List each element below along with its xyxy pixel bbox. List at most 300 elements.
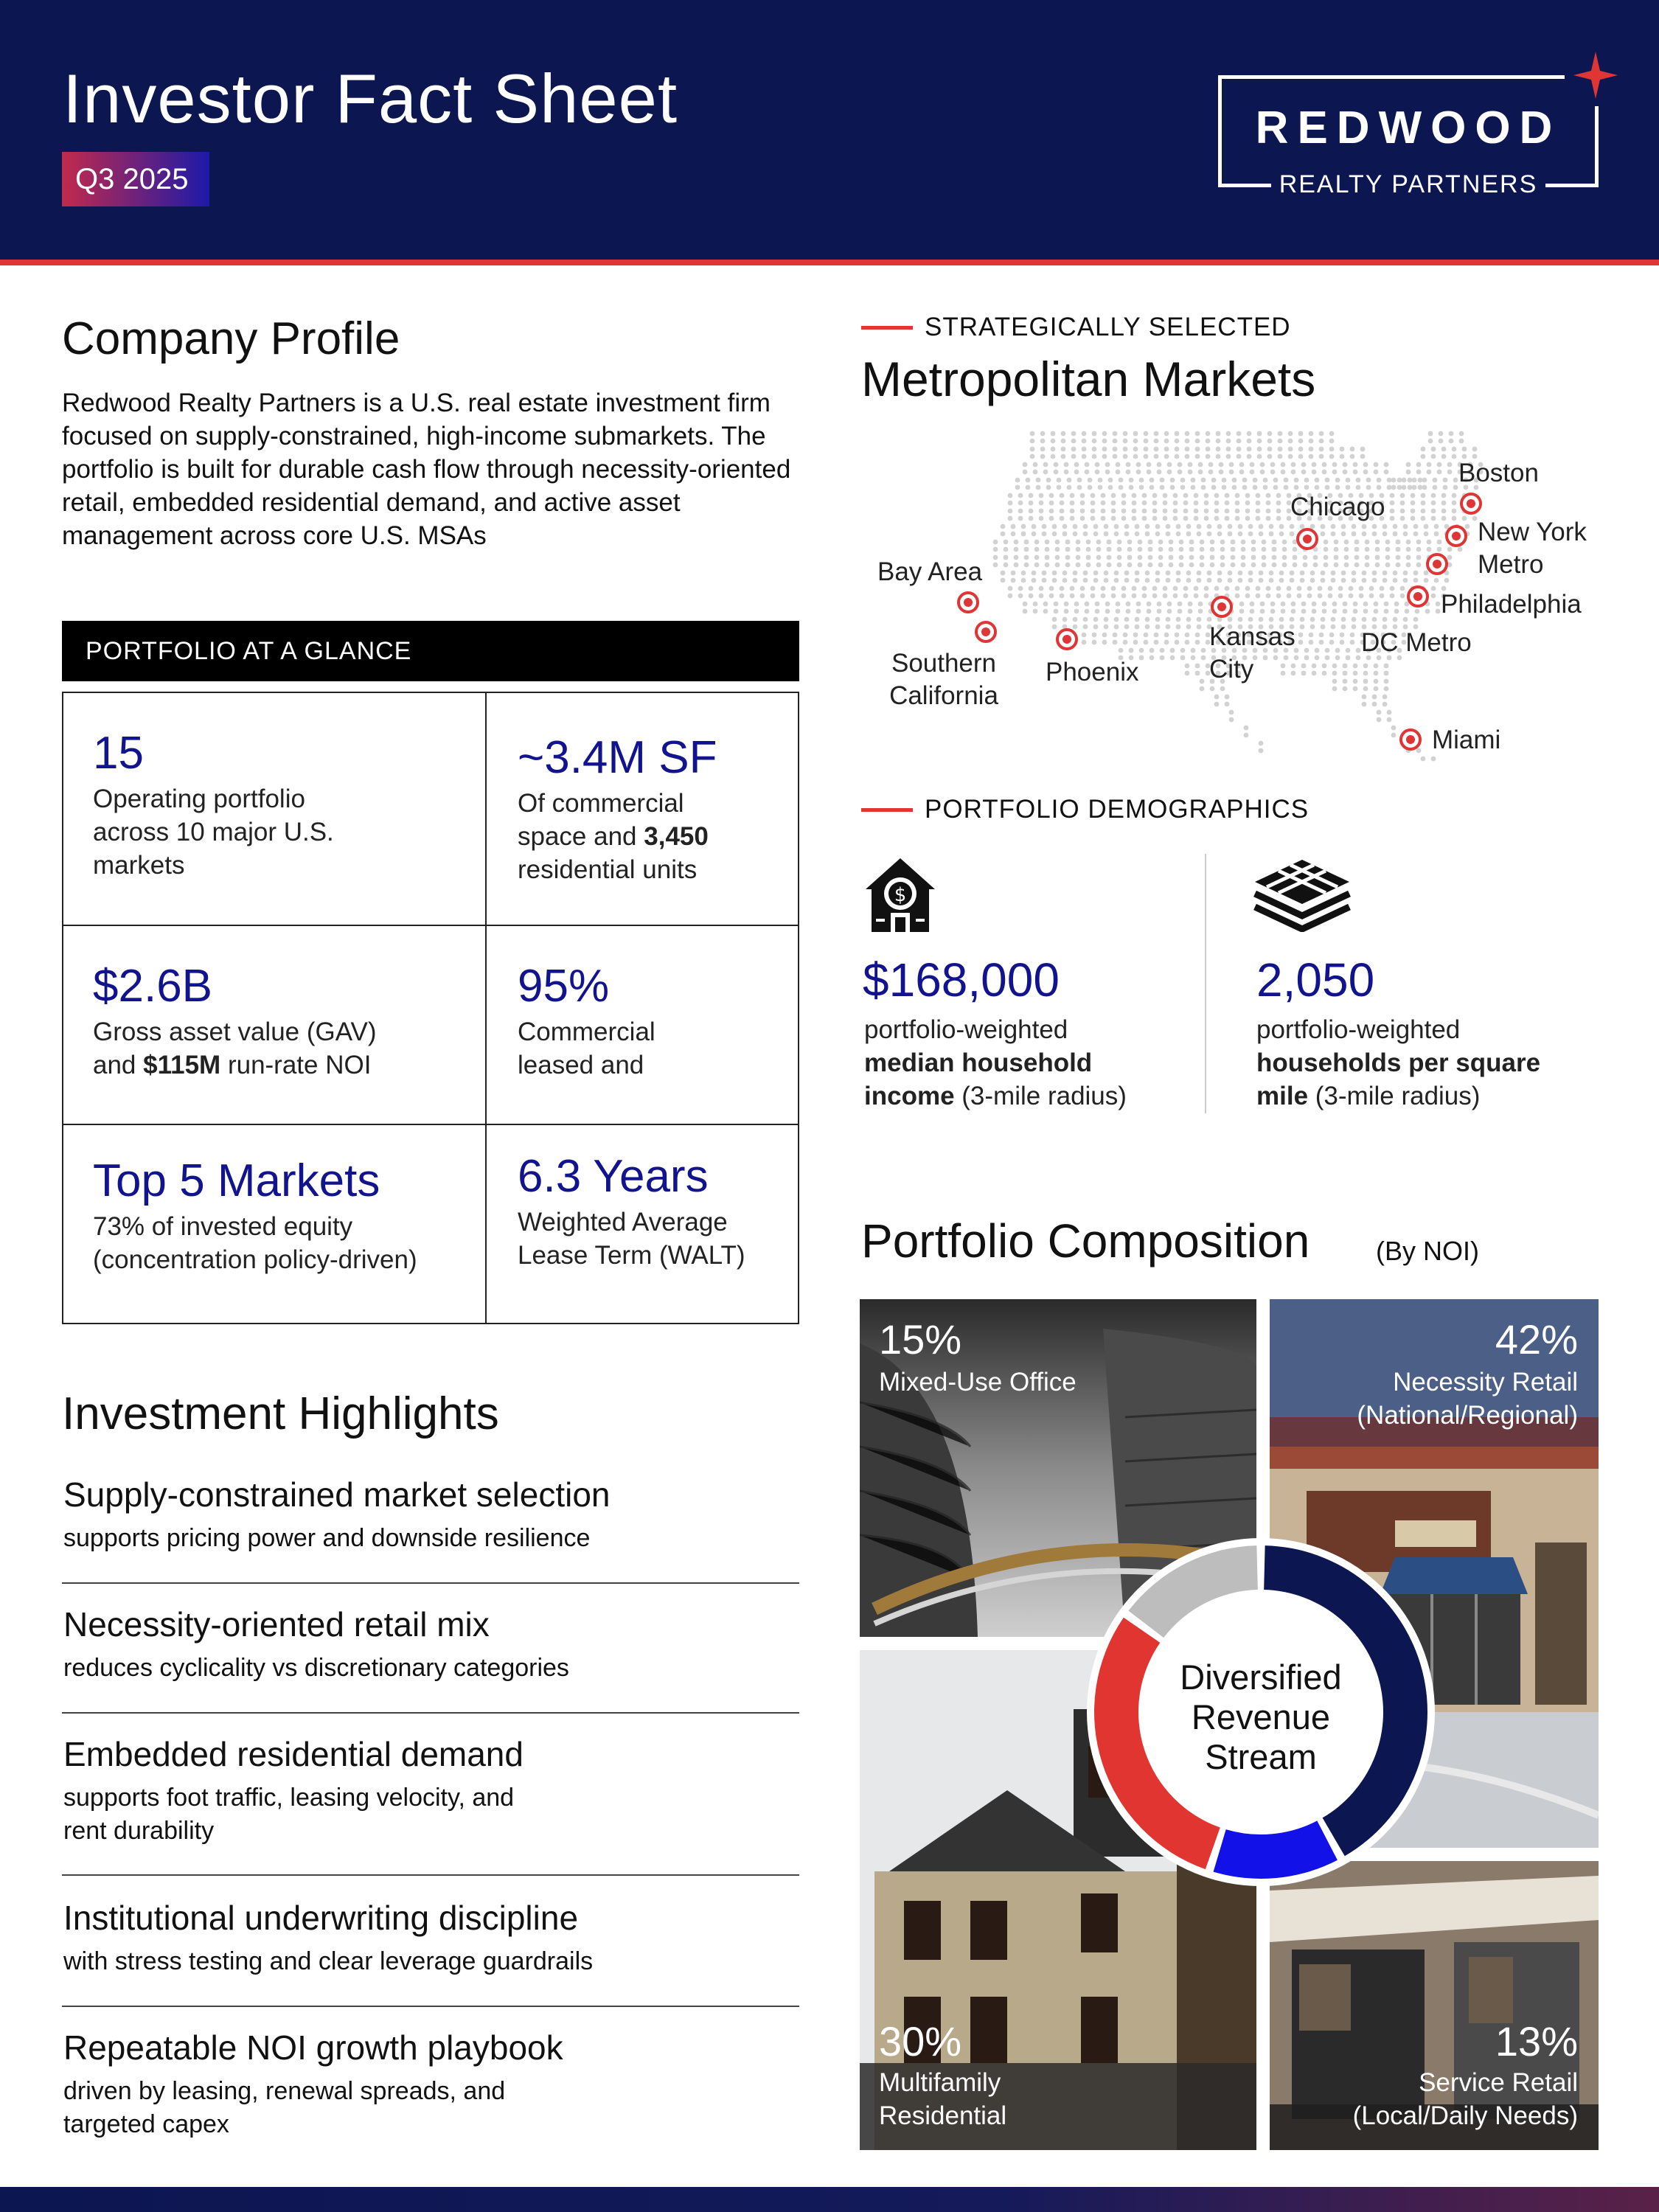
map-dot (1343, 470, 1348, 475)
map-dot (1030, 439, 1035, 444)
map-dot (1341, 578, 1346, 583)
map-dot (1144, 633, 1149, 638)
map-dot (1051, 431, 1056, 437)
map-dot (1372, 532, 1377, 537)
map-pin (1211, 596, 1233, 618)
map-dot (1312, 462, 1317, 467)
map-dot (1124, 578, 1130, 583)
map-dot (1148, 555, 1153, 560)
highlight-item (63, 1734, 798, 1848)
map-dot (1155, 625, 1161, 630)
map-dot (1257, 431, 1262, 437)
map-dot (1366, 485, 1371, 490)
highlight-title: Necessity-oriented retail mix (63, 1605, 490, 1644)
map-dot (1331, 617, 1336, 622)
grid-divider (63, 925, 798, 926)
map-dot (1421, 509, 1426, 514)
map-dot (1350, 640, 1355, 645)
map-dot (1300, 578, 1305, 583)
map-dot (1237, 439, 1242, 444)
map-dot (1385, 540, 1391, 545)
map-dot (1363, 609, 1368, 614)
map-dot (1343, 686, 1348, 692)
map-dot (1332, 664, 1338, 669)
map-dot (1340, 640, 1345, 645)
map-dot (1001, 524, 1006, 529)
map-dot (1070, 501, 1075, 506)
map-dot (1148, 547, 1153, 552)
map-dot (1200, 555, 1205, 560)
map-dot (1061, 431, 1066, 437)
map-dot (1253, 478, 1258, 483)
map-dot (1256, 509, 1261, 514)
map-dot (1052, 524, 1057, 529)
map-dot (1415, 609, 1420, 614)
map-dot (1279, 578, 1284, 583)
map-dot (1229, 462, 1234, 467)
map-dot (1136, 609, 1141, 614)
map-dot (1206, 439, 1211, 444)
city-label: Boston (1458, 459, 1539, 487)
map-dot (1229, 470, 1234, 475)
map-dot (1431, 594, 1436, 599)
map-dot (1040, 454, 1046, 459)
map-dot (1322, 470, 1327, 475)
map-dot (1189, 555, 1194, 560)
map-dot (1247, 447, 1252, 452)
map-dot (1360, 447, 1366, 452)
map-dot (1374, 679, 1379, 684)
map-dot (1073, 532, 1078, 537)
kicker-bar (861, 326, 913, 330)
map-dot (1318, 586, 1323, 591)
map-dot (1185, 664, 1190, 669)
map-dot (1384, 462, 1389, 467)
map-dot (1085, 609, 1090, 614)
map-dot (1093, 532, 1099, 537)
map-dot (1114, 625, 1119, 630)
map-dot (1186, 571, 1192, 576)
map-dot (1179, 555, 1184, 560)
map-dot (1321, 524, 1326, 529)
map-dot (1018, 516, 1023, 521)
map-dot (1185, 454, 1190, 459)
logo-name: REDWOOD (1255, 102, 1562, 153)
map-dot (1052, 617, 1057, 622)
map-dot (1155, 524, 1161, 529)
map-dot (1039, 509, 1044, 514)
map-dot (1200, 540, 1205, 545)
density-grid-icon (1251, 855, 1354, 932)
map-dot (1237, 447, 1242, 452)
map-dot (1352, 617, 1357, 622)
map-dot (1226, 431, 1231, 437)
map-dot (1186, 524, 1192, 529)
map-dot (1382, 524, 1388, 529)
map-dot (1276, 516, 1281, 521)
map-dot (1284, 485, 1289, 490)
map-dot (1437, 462, 1442, 467)
map-dot (1328, 594, 1333, 599)
map-dot (1091, 594, 1096, 599)
map-dot (1021, 578, 1026, 583)
stat-value: 95% (518, 961, 610, 1012)
map-dot (1248, 578, 1253, 583)
map-dot (1150, 485, 1155, 490)
map-dot (1304, 485, 1310, 490)
map-dot (1052, 571, 1057, 576)
map-dot (1353, 664, 1358, 669)
highlights-heading: Investment Highlights (62, 1388, 499, 1439)
map-dot (1281, 602, 1286, 607)
map-dot (1036, 485, 1041, 490)
map-dot (1391, 485, 1397, 490)
map-dot (1194, 501, 1199, 506)
map-dot (1259, 578, 1264, 583)
map-dot (1111, 594, 1116, 599)
map-dot (1142, 516, 1147, 521)
map-dot (1113, 439, 1118, 444)
map-dot (1238, 578, 1243, 583)
map-dot (1042, 532, 1047, 537)
map-dot (1214, 695, 1220, 700)
map-dot (1225, 702, 1230, 707)
map-dot (1353, 462, 1358, 467)
map-dot (1104, 625, 1109, 630)
map-dot (1088, 478, 1093, 483)
map-dot (1080, 509, 1085, 514)
map-dot (1152, 586, 1158, 591)
map-dot (1266, 501, 1271, 506)
map-dot (1433, 485, 1438, 490)
map-dot (1282, 540, 1287, 545)
map-dot (1222, 485, 1227, 490)
map-dot (1114, 524, 1119, 529)
map-dot (1086, 555, 1091, 560)
map-dot (1353, 470, 1358, 475)
map-dot (1257, 439, 1262, 444)
map-dot (1293, 563, 1298, 568)
map-dot (1093, 625, 1099, 630)
map-dot (1183, 516, 1189, 521)
map-dot (1354, 547, 1360, 552)
map-dot (1362, 578, 1367, 583)
map-dot (1057, 478, 1062, 483)
map-dot (1029, 501, 1034, 506)
map-dot (1074, 470, 1079, 475)
highlight-item (63, 1898, 798, 1978)
grid-divider (63, 1124, 798, 1125)
map-dot (1163, 516, 1168, 521)
map-dot (1176, 578, 1181, 583)
city-label: Phoenix (1046, 658, 1139, 686)
map-dot (1169, 555, 1174, 560)
map-dot (1253, 485, 1258, 490)
density-desc: portfolio-weighted households per square mile (3-mile radius) (1256, 1015, 1541, 1110)
map-dot (1150, 655, 1155, 661)
map-dot (1076, 563, 1081, 568)
map-pin (1056, 628, 1078, 650)
map-dot (1104, 524, 1109, 529)
map-dot (1200, 547, 1205, 552)
map-dot (1070, 586, 1075, 591)
map-dot (1185, 633, 1190, 638)
map-dot (1225, 695, 1230, 700)
map-dot (1076, 547, 1081, 552)
map-dot (1197, 571, 1202, 576)
map-dot (1074, 609, 1079, 614)
map-dot (1105, 609, 1110, 614)
map-dot (1452, 493, 1457, 498)
map-dot (1298, 431, 1304, 437)
map-dot (1366, 478, 1371, 483)
map-dot (1121, 586, 1127, 591)
map-dot (1093, 578, 1099, 583)
map-dot (1369, 594, 1374, 599)
map-dot (1259, 524, 1264, 529)
map-dot (1247, 439, 1252, 444)
map-dot (1064, 470, 1069, 475)
map-dot (1416, 470, 1422, 475)
stat-cell (93, 960, 469, 1082)
map-dot (1319, 633, 1324, 638)
map-dot (1129, 478, 1134, 483)
map-dot (1036, 478, 1041, 483)
map-dot (1214, 493, 1220, 498)
map-dot (1033, 602, 1038, 607)
map-dot (1145, 578, 1150, 583)
map-dot (1173, 493, 1178, 498)
map-dot (1356, 655, 1361, 661)
map-dot (1046, 478, 1051, 483)
map-dot (1211, 485, 1217, 490)
map-dot (1201, 648, 1206, 653)
map-dot (1095, 462, 1100, 467)
map-dot (1319, 431, 1324, 437)
map-dot (1290, 524, 1295, 529)
map-dot (1335, 655, 1340, 661)
map-dot (1082, 633, 1087, 638)
map-dot (1262, 547, 1267, 552)
map-dot (1093, 617, 1099, 622)
map-dot (1185, 431, 1190, 437)
map-dot (1329, 447, 1335, 452)
map-dot (1076, 540, 1081, 545)
stat-desc: Commercial leased and (518, 1018, 655, 1079)
map-dot (1408, 485, 1413, 490)
map-dot (1273, 478, 1279, 483)
map-dot (1291, 470, 1296, 475)
map-dot (1082, 640, 1087, 645)
map-dot (1443, 485, 1448, 490)
map-dot (1043, 462, 1048, 467)
map-dot (1077, 485, 1082, 490)
map-dot (1197, 578, 1202, 583)
map-dot (1155, 532, 1161, 537)
map-dot (1329, 640, 1335, 645)
map-dot (1105, 462, 1110, 467)
map-dot (1363, 664, 1368, 669)
map-dot (1416, 540, 1422, 545)
map-dot (1180, 648, 1186, 653)
map-dot (1374, 671, 1379, 676)
map-dot (1238, 571, 1243, 576)
map-dot (1365, 547, 1370, 552)
stat-value: 6.3 Years (518, 1151, 709, 1202)
map-dot (1132, 493, 1137, 498)
map-dot (1166, 524, 1171, 529)
map-dot (1154, 640, 1159, 645)
map-dot (1225, 516, 1230, 521)
map-dot (1235, 501, 1240, 506)
map-dot (1200, 563, 1205, 568)
map-dot (1390, 509, 1395, 514)
map-dot (1011, 524, 1016, 529)
map-dot (1129, 485, 1134, 490)
map-dot (1204, 501, 1209, 506)
map-dot (1411, 493, 1416, 498)
map-dot (1111, 509, 1116, 514)
map-dot (1353, 686, 1358, 692)
map-dot (1173, 509, 1178, 514)
map-dot (1343, 664, 1348, 669)
map-dot (1322, 671, 1327, 676)
map-dot (1272, 555, 1277, 560)
map-dot (1312, 470, 1317, 475)
map-dot (1157, 470, 1162, 475)
map-dot (1018, 509, 1023, 514)
map-dot (1329, 439, 1335, 444)
map-dot (1154, 447, 1159, 452)
map-dot (1083, 578, 1088, 583)
map-dot (1123, 454, 1128, 459)
map-dot (1101, 493, 1106, 498)
map-dot (1331, 532, 1336, 537)
map-dot (1029, 586, 1034, 591)
map-dot (1251, 540, 1256, 545)
map-dot (1018, 501, 1023, 506)
map-pin (1460, 493, 1482, 515)
map-dot (1113, 431, 1118, 437)
map-dot (1039, 501, 1044, 506)
map-dot (1362, 532, 1367, 537)
map-dot (1183, 501, 1189, 506)
map-dot (1095, 609, 1100, 614)
map-dot (1119, 648, 1124, 653)
map-dot (1332, 686, 1338, 692)
map-dot (1210, 547, 1215, 552)
map-dot (1116, 609, 1121, 614)
map-dot (1152, 516, 1158, 521)
density-value: 2,050 (1256, 953, 1375, 1006)
map-dot (1033, 462, 1038, 467)
map-dot (1065, 547, 1071, 552)
map-dot (1343, 671, 1348, 676)
map-dot (1220, 563, 1225, 568)
map-dot (1338, 594, 1343, 599)
map-dot (1301, 470, 1307, 475)
map-dot (1406, 563, 1411, 568)
map-dot (1449, 431, 1454, 437)
map-dot (1400, 516, 1405, 521)
map-dot (1307, 594, 1312, 599)
map-dot (1138, 540, 1143, 545)
map-dot (1054, 602, 1059, 607)
map-dot (1004, 547, 1009, 552)
map-dot (1018, 594, 1023, 599)
map-dot (1043, 609, 1048, 614)
map-dot (1248, 571, 1253, 576)
map-dot (1197, 532, 1202, 537)
map-dot (1018, 493, 1023, 498)
map-dot (1372, 702, 1377, 707)
demographics-divider (1205, 854, 1206, 1113)
map-dot (1201, 485, 1206, 490)
map-dot (1121, 501, 1127, 506)
map-dot (1113, 447, 1118, 452)
map-dot (1276, 594, 1281, 599)
map-dot (1195, 640, 1200, 645)
map-dot (1145, 532, 1150, 537)
map-dot (1352, 524, 1357, 529)
map-dot (1439, 439, 1444, 444)
map-dot (1335, 485, 1340, 490)
map-dot (1042, 578, 1047, 583)
map-dot (1071, 431, 1077, 437)
map-dot (1262, 555, 1267, 560)
map-dot (1191, 478, 1196, 483)
map-dot (1154, 431, 1159, 437)
map-dot (1239, 602, 1245, 607)
stat-desc: Gross asset value (GAV) and $115M run-rate NOI (93, 1018, 377, 1079)
map-dot (1166, 571, 1171, 576)
map-dot (1095, 470, 1100, 475)
map-dot (1459, 431, 1464, 437)
map-dot (1008, 594, 1013, 599)
map-dot (1397, 478, 1402, 483)
map-dot (1318, 594, 1323, 599)
map-dot (1427, 540, 1432, 545)
map-dot (1447, 555, 1453, 560)
map-dot (1214, 501, 1220, 506)
map-dot (1055, 540, 1060, 545)
map-dot (1298, 447, 1304, 452)
map-dot (1150, 648, 1155, 653)
map-dot (1023, 462, 1028, 467)
map-dot (1144, 640, 1149, 645)
map-dot (1173, 594, 1178, 599)
map-dot (1136, 602, 1141, 607)
map-dot (1102, 431, 1107, 437)
map-dot (1239, 609, 1245, 614)
map-dot (1077, 478, 1082, 483)
map-dot (1380, 586, 1385, 591)
map-dot (1267, 447, 1273, 452)
map-dot (1343, 462, 1348, 467)
segment-pct: 15% (879, 1316, 962, 1363)
map-dot (1290, 578, 1295, 583)
map-dot (1133, 640, 1138, 645)
map-dot (1107, 540, 1112, 545)
map-dot (1195, 664, 1200, 669)
income-desc: portfolio-weighted median household income (3-mile radius) (864, 1015, 1127, 1110)
map-dot (1052, 578, 1057, 583)
map-dot (1472, 447, 1478, 452)
map-dot (1194, 594, 1199, 599)
profile-heading: Company Profile (62, 313, 400, 364)
map-dot (1217, 524, 1222, 529)
map-dot (1363, 679, 1368, 684)
